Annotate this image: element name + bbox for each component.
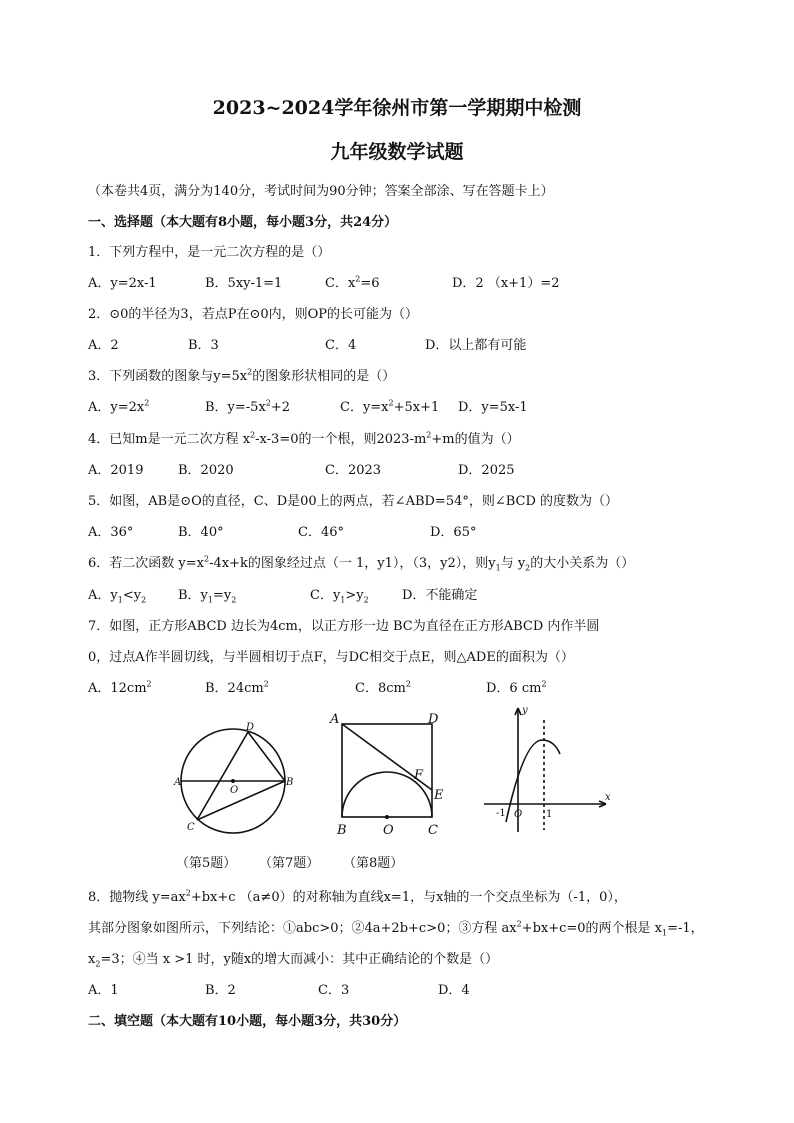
question-7-stem-line2: 0，过点A作半圆切线，与半圆相切于点F，与DC相交于点E，则△ADE的面积为（） [88, 650, 574, 665]
q2-option-c: C．4 [325, 338, 357, 353]
q5-option-d: D．65° [430, 525, 477, 540]
chord-cd [197, 732, 248, 820]
q4-option-b: B．2020 [178, 463, 234, 478]
label-d: D [428, 712, 439, 727]
question-6-stem: 6．若二次函数 $y=x^2-4x+k$的图象经过点（一 1，y1），（3，y2），则$y_1$与 $y_2$的大小关系为（） [88, 554, 635, 573]
label-c: C [428, 823, 438, 838]
q3-option-b: B．$y=-5x^2+2$ [205, 398, 291, 415]
q4-option-d: D．2025 [458, 463, 515, 478]
label-c: C [187, 822, 195, 833]
chord-cb [197, 781, 285, 820]
label-d: D [246, 722, 255, 733]
label-origin: O [514, 809, 523, 820]
q3-option-c: C．$y=x^2+5x+1$ [340, 398, 440, 415]
label-e: E [434, 788, 444, 803]
label-x: x [605, 792, 611, 803]
center-o-dot [385, 815, 389, 819]
q1-option-c: C．$x^2=6$ [325, 274, 380, 291]
q7-option-c: C．$8cm^2$ [355, 679, 411, 696]
question-3-stem: 3．下列函数的图象与$y=5x^2$的图象形状相同的是（） [88, 367, 396, 384]
q6-option-d: D．不能确定 [402, 588, 478, 603]
q6-option-c: C．$y_1>y_2$ [310, 588, 369, 605]
q5-option-a: A．36° [88, 525, 134, 540]
label-one: 1 [546, 809, 553, 820]
q5-option-b: B．40° [178, 525, 224, 540]
q7-option-b: B．$24cm^2$ [205, 679, 269, 696]
q7-option-d: D．6 $cm^2$ [486, 679, 547, 696]
section-2-heading: 二、填空题（本大题有10小题，每小题3分，共30分） [88, 1014, 407, 1029]
q1-option-b: B．5xy-1=1 [205, 276, 283, 291]
exam-note: （本卷共4页，满分为140分，考试时间为90分钟；答案全部涂、写在答题卡上） [88, 184, 554, 199]
q8-option-d: D．4 [438, 983, 470, 998]
section-1-heading: 一、选择题（本大题有8小题，每小题3分，共24分） [88, 215, 398, 230]
figure-q5-circle [165, 715, 300, 850]
q2-option-a: A．2 [88, 338, 119, 353]
q8-option-c: C．3 [318, 983, 350, 998]
figure-q8-parabola [478, 700, 613, 840]
q5-option-c: C．46° [298, 525, 344, 540]
q6-option-b: B．$y_1=y_2$ [178, 588, 237, 605]
exam-title: 2023~2024学年徐州市第一学期期中检测 [212, 97, 582, 119]
q4-option-c: C．2023 [325, 463, 382, 478]
question-4-stem: 4．已知m是一元二次方程 $x^2-x-3=0$的一个根，则$2023-m^2+m$的值为（） [88, 430, 520, 447]
question-5-stem: 5．如图，AB是⊙O的直径，C、D是00上的两点，若∠ABD=54°，则∠BCD 的度数为（） [88, 494, 619, 509]
exam-subtitle: 九年级数学试题 [330, 141, 464, 163]
label-y: y [522, 705, 528, 716]
question-7-stem-line1: 7．如图，正方形ABCD 边长为4cm，以正方形一边 BC为直径在正方形ABCD 内作半圆 [88, 619, 600, 634]
q7-option-a: A．$12cm^2$ [88, 679, 152, 696]
figure-q7-square [325, 708, 455, 840]
label-o: O [230, 785, 239, 796]
label-o: O [383, 823, 394, 838]
q6-option-a: A．$y_1<y_2$ [88, 588, 147, 605]
label-a: A [174, 777, 182, 788]
caption-q8: （第8题） [343, 856, 404, 871]
center-o-dot [231, 779, 235, 783]
label-f: F [414, 768, 424, 783]
q2-option-b: B．3 [188, 338, 219, 353]
q1-option-d: D．2 （x+1）=2 [452, 276, 560, 291]
label-neg1: -1 [496, 808, 506, 819]
q3-option-a: A．$y=2x^2$ [88, 398, 150, 415]
question-8-line3: $x_2=3$；④当 x >1 时，y随x的增大而减小：其中正确结论的个数是（） [88, 952, 499, 969]
caption-q7: （第7题） [259, 856, 320, 871]
label-b: B [286, 777, 294, 788]
label-a: A [330, 712, 340, 727]
q4-option-a: A．2019 [88, 463, 144, 478]
question-8-line2: 其部分图象如图所示，下列结论：①abc>0；②4a+2b+c>0；③方程 $ax^2+bx+c=0$的两个根是 $x_1=-1$， [88, 919, 704, 938]
question-2-stem: 2．⊙0的半径为3，若点P在⊙0内，则OP的长可能为（） [88, 307, 419, 322]
caption-q5: （第5题） [176, 856, 237, 871]
question-1-stem: 1．下列方程中，是一元二次方程的是（） [88, 245, 331, 260]
question-8-line1: 8．抛物线 $y=ax^2+bx+c$ （a≠0）的对称轴为直线x=1，与x轴的一个交点坐标为（-1，0）， [88, 888, 627, 905]
q1-option-a: A．y=2x-1 [88, 276, 157, 291]
q8-option-a: A．1 [88, 983, 119, 998]
label-b: B [337, 823, 347, 838]
q2-option-d: D．以上都有可能 [425, 338, 527, 353]
q8-option-b: B．2 [205, 983, 236, 998]
q3-option-d: D．y=5x-1 [458, 400, 528, 415]
